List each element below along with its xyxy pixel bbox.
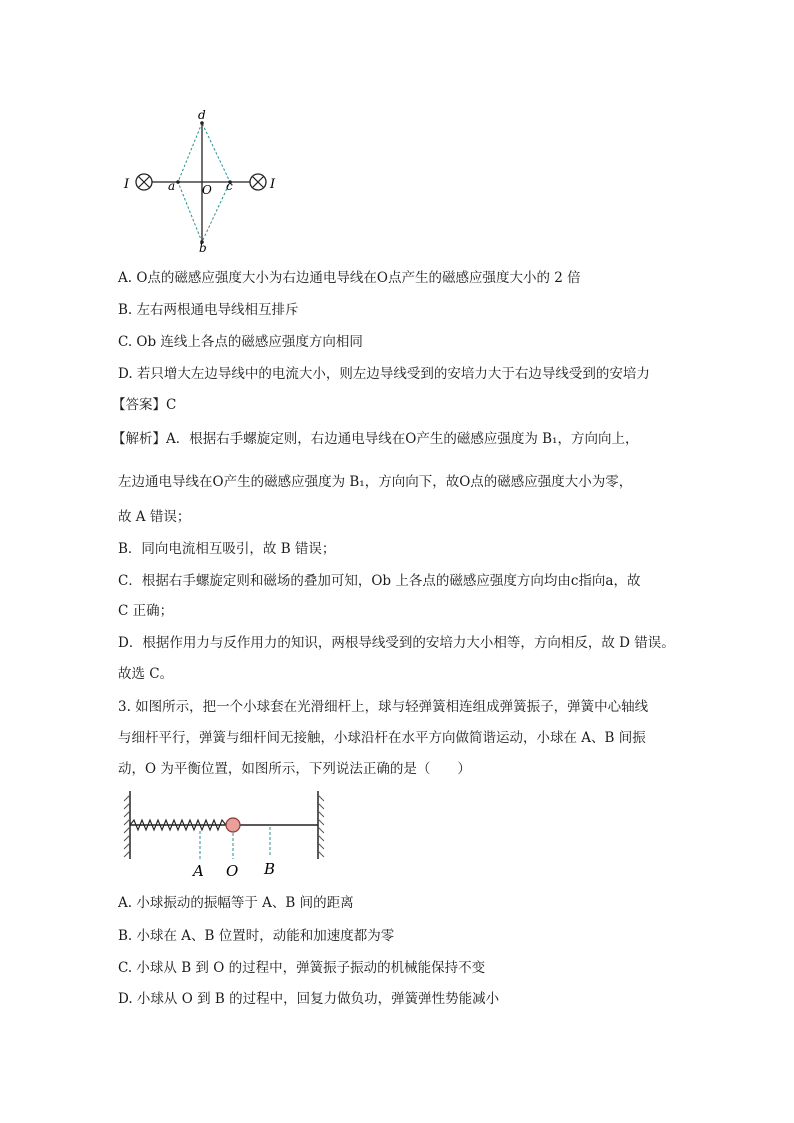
answer: 【答案】C <box>112 397 177 413</box>
analysis-line-1: 【解析】A．根据右手螺旋定则，右边通电导线在O产生的磁感应强度为 B₁，方向向上， <box>112 431 639 447</box>
q3-stem-line-1: 3. 如图所示，把一个小球套在光滑细杆上，球与轻弹簧相连组成弹簧振子，弹簧中心轴线 <box>118 699 649 715</box>
q3-option-c: C. 小球从 B 到 O 的过程中，弹簧振子振动的机械能保持不变 <box>118 960 486 976</box>
option-c: C. Ob 连线上各点的磁感应强度方向相同 <box>118 334 363 350</box>
label-b: b <box>199 241 207 255</box>
ball <box>226 818 240 832</box>
analysis-line-7: D．根据作用力与反作用力的知识，两根导线受到的安培力大小相等，方向相反，故 D 错误。 <box>118 635 675 651</box>
label-left-I: I <box>124 177 130 192</box>
label-d: d <box>198 108 206 122</box>
q3-option-b: B. 小球在 A、B 位置时，动能和加速度都为零 <box>118 928 395 944</box>
left-wire-into-page-icon <box>136 174 152 190</box>
label-c: c <box>226 179 233 193</box>
option-a: A. O点的磁感应强度大小为右边通电导线在O点产生的磁感应强度大小的 2 倍 <box>118 270 581 286</box>
option-b: B. 左右两根通电导线相互排斥 <box>118 302 299 318</box>
q3-stem-line-2: 与细杆平行，弹簧与细杆间无接触，小球沿杆在水平方向做简谐运动，小球在 A、B 间振 <box>118 730 646 746</box>
analysis-line-2: 左边通电导线在O产生的磁感应强度为 B₁，方向向下，故O点的磁感应强度大小为零， <box>118 474 633 490</box>
label-B: B <box>264 860 276 878</box>
option-d: D. 若只增大左边导线中的电流大小，则左边导线受到的安培力大于右边导线受到的安培力 <box>118 366 650 382</box>
right-wire-into-page-icon <box>250 174 266 190</box>
label-O2: O <box>226 862 239 880</box>
label-O: O <box>202 183 212 197</box>
label-a: a <box>168 179 176 193</box>
q3-option-d: D. 小球从 O 到 B 的过程中，回复力做负功，弹簧弹性势能减小 <box>118 991 500 1007</box>
q3-stem-line-3: 动，O 为平衡位置，如图所示，下列说法正确的是（ ） <box>118 761 471 777</box>
label-A: A <box>193 862 204 880</box>
analysis-line-8: 故选 C。 <box>118 666 174 682</box>
q3-option-a: A. 小球振动的振幅等于 A、B 间的距离 <box>118 895 354 911</box>
analysis-line-5: C．根据右手螺旋定则和磁场的叠加可知，Ob 上各点的磁感应强度方向均由c指向a，故 <box>118 573 641 589</box>
spring-oscillator-figure <box>118 785 338 885</box>
analysis-line-4: B．同向电流相互吸引，故 B 错误； <box>118 541 336 557</box>
analysis-line-6: C 正确； <box>118 603 174 619</box>
label-right-I: I <box>270 177 276 192</box>
analysis-line-3: 故 A 错误； <box>118 509 191 525</box>
magnetic-field-figure <box>120 100 300 260</box>
